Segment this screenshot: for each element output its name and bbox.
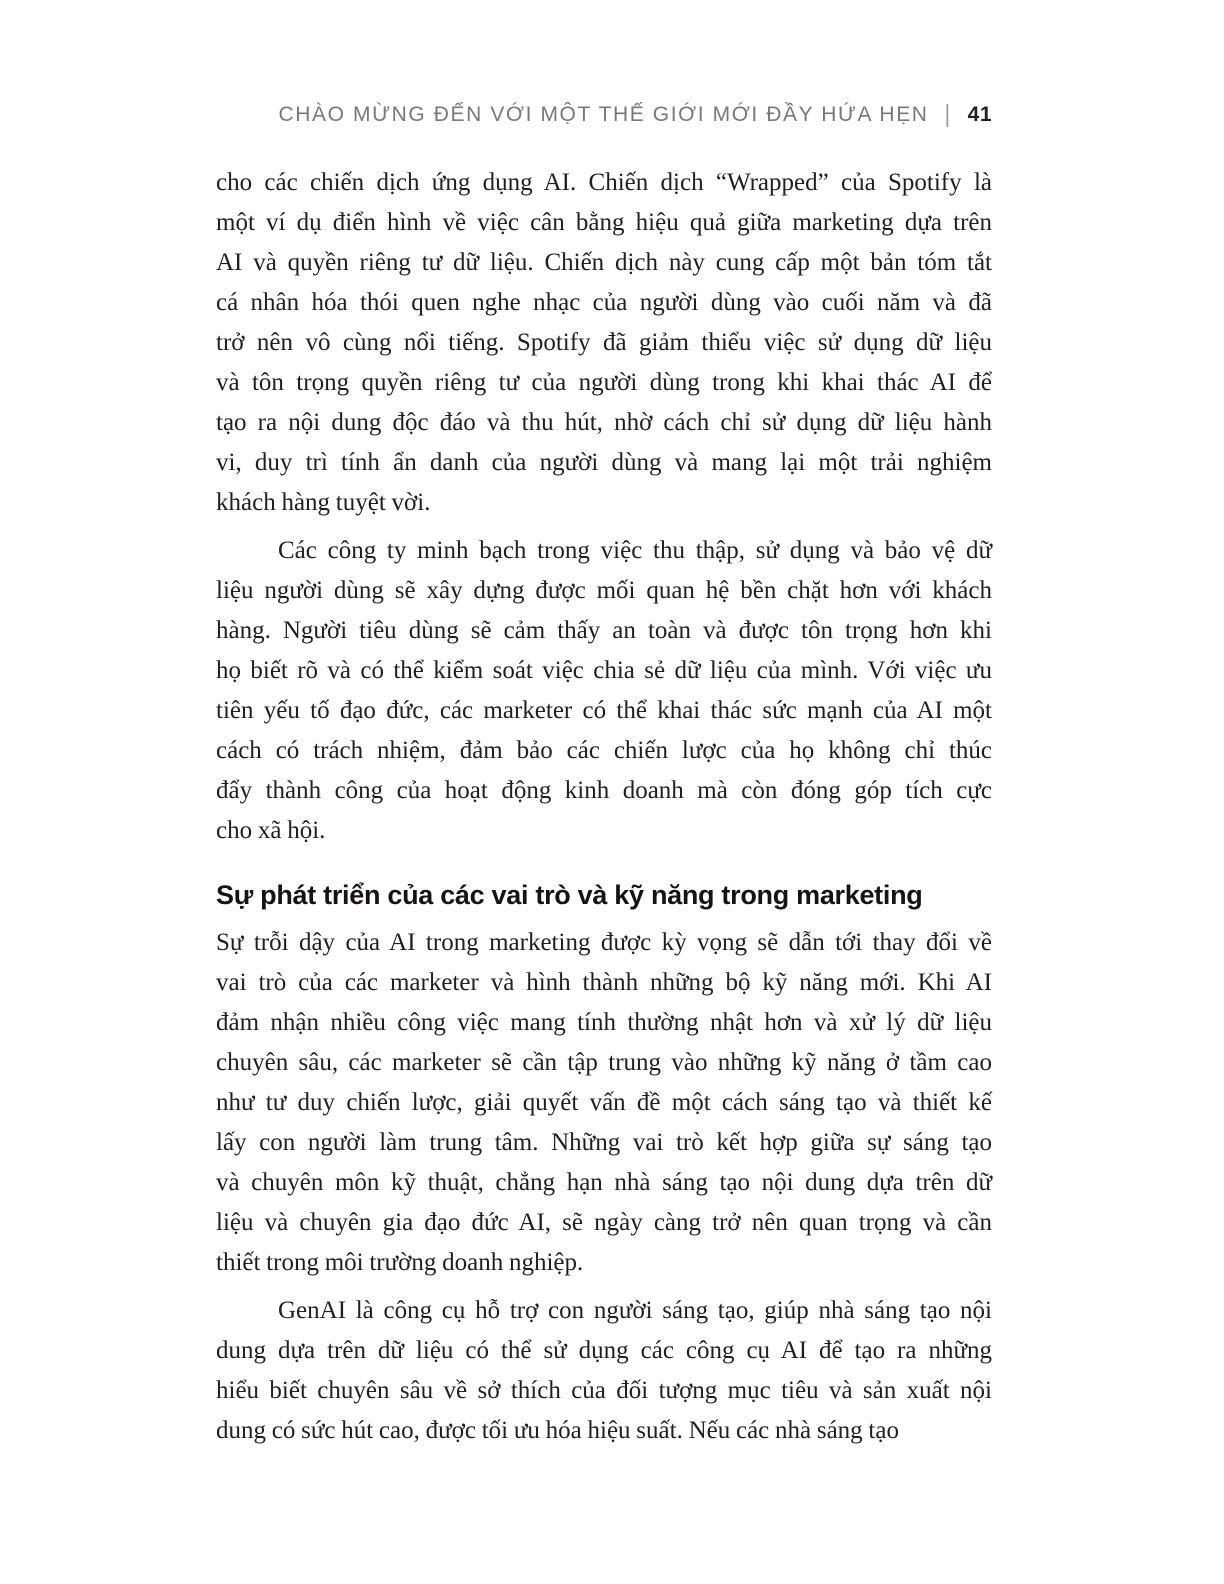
page-number: 41 (967, 103, 992, 126)
text-line: như tư duy chiến lược, giải quyết vấn đề một cách sáng tạo và thiết kế (216, 1089, 992, 1116)
text-line: cho các chiến dịch ứng dụng AI. Chiến dịch “Wrapped” của Spotify là (216, 169, 992, 196)
text-line: dung dựa trên dữ liệu có thể sử dụng các công cụ AI để tạo ra những (216, 1337, 992, 1364)
paragraph (216, 163, 992, 523)
text-line: AI và quyền riêng tư dữ liệu. Chiến dịch này cung cấp một bản tóm tắt (216, 249, 992, 276)
text-line: GenAI là công cụ hỗ trợ con người sáng tạo, giúp nhà sáng tạo nội (278, 1297, 992, 1324)
text-line: dung có sức hút cao, được tối ưu hóa hiệu suất. Nếu các nhà sáng tạo (216, 1417, 899, 1444)
text-line: vai trò của các marketer và hình thành những bộ kỹ năng mới. Khi AI (216, 969, 992, 996)
text-line: vi, duy trì tính ẩn danh của người dùng và mang lại một trải nghiệm (216, 449, 992, 476)
text-line: thiết trong môi trường doanh nghiệp. (216, 1249, 584, 1276)
text-line: lấy con người làm trung tâm. Những vai trò kết hợp giữa sự sáng tạo (216, 1129, 992, 1156)
running-header (216, 100, 992, 129)
text-line: cho xã hội. (216, 817, 326, 844)
section-heading: Sự phát triển của các vai trò và kỹ năng trong marketing (216, 880, 923, 910)
text-line: cách có trách nhiệm, đảm bảo các chiến lược của họ không chỉ thúc (216, 737, 992, 764)
text-line: đảm nhận nhiều công việc mang tính thường nhật hơn và xử lý dữ liệu (216, 1009, 992, 1036)
page-body (216, 163, 992, 1451)
text-line: và tôn trọng quyền riêng tư của người dùng trong khi khai thác AI để (216, 369, 992, 396)
text-line: khách hàng tuyệt vời. (216, 489, 431, 516)
text-line: họ biết rõ và có thể kiểm soát việc chia sẻ dữ liệu của mình. Với việc ưu (216, 657, 992, 684)
page-content (216, 100, 992, 1451)
text-line: chuyên sâu, các marketer sẽ cần tập trung vào những kỹ năng ở tầm cao (216, 1049, 992, 1076)
text-line: tạo ra nội dung độc đáo và thu hút, nhờ cách chỉ sử dụng dữ liệu hành (216, 409, 992, 436)
text-line: hàng. Người tiêu dùng sẽ cảm thấy an toàn và được tôn trọng hơn khi (216, 617, 992, 644)
paragraph (216, 923, 992, 1283)
text-line: Sự trỗi dậy của AI trong marketing được kỳ vọng sẽ dẫn tới thay đổi về (216, 929, 992, 956)
text-line: đẩy thành công của hoạt động kinh doanh mà còn đóng góp tích cực (216, 777, 992, 804)
text-line: liệu và chuyên gia đạo đức AI, sẽ ngày càng trở nên quan trọng và cần (216, 1209, 992, 1236)
header-separator: | (944, 100, 952, 129)
running-title: CHÀO MỪNG ĐẾN VỚI MỘT THẾ GIỚI MỚI ĐẦY HỨA HẸN (278, 103, 929, 126)
text-line: tiên yếu tố đạo đức, các marketer có thể khai thác sức mạnh của AI một (216, 697, 992, 724)
paragraph (216, 1291, 992, 1451)
text-line: Các công ty minh bạch trong việc thu thập, sử dụng và bảo vệ dữ (278, 537, 992, 564)
text-line: hiểu biết chuyên sâu về sở thích của đối tượng mục tiêu và sản xuất nội (216, 1377, 992, 1404)
text-line: cá nhân hóa thói quen nghe nhạc của người dùng vào cuối năm và đã (216, 289, 992, 316)
text-line: và chuyên môn kỹ thuật, chẳng hạn nhà sáng tạo nội dung dựa trên dữ (216, 1169, 992, 1196)
text-line: trở nên vô cùng nổi tiếng. Spotify đã giảm thiểu việc sử dụng dữ liệu (216, 329, 992, 356)
text-line: liệu người dùng sẽ xây dựng được mối quan hệ bền chặt hơn với khách (216, 577, 992, 604)
text-line: một ví dụ điển hình về việc cân bằng hiệu quả giữa marketing dựa trên (216, 209, 992, 236)
paragraph (216, 531, 992, 851)
